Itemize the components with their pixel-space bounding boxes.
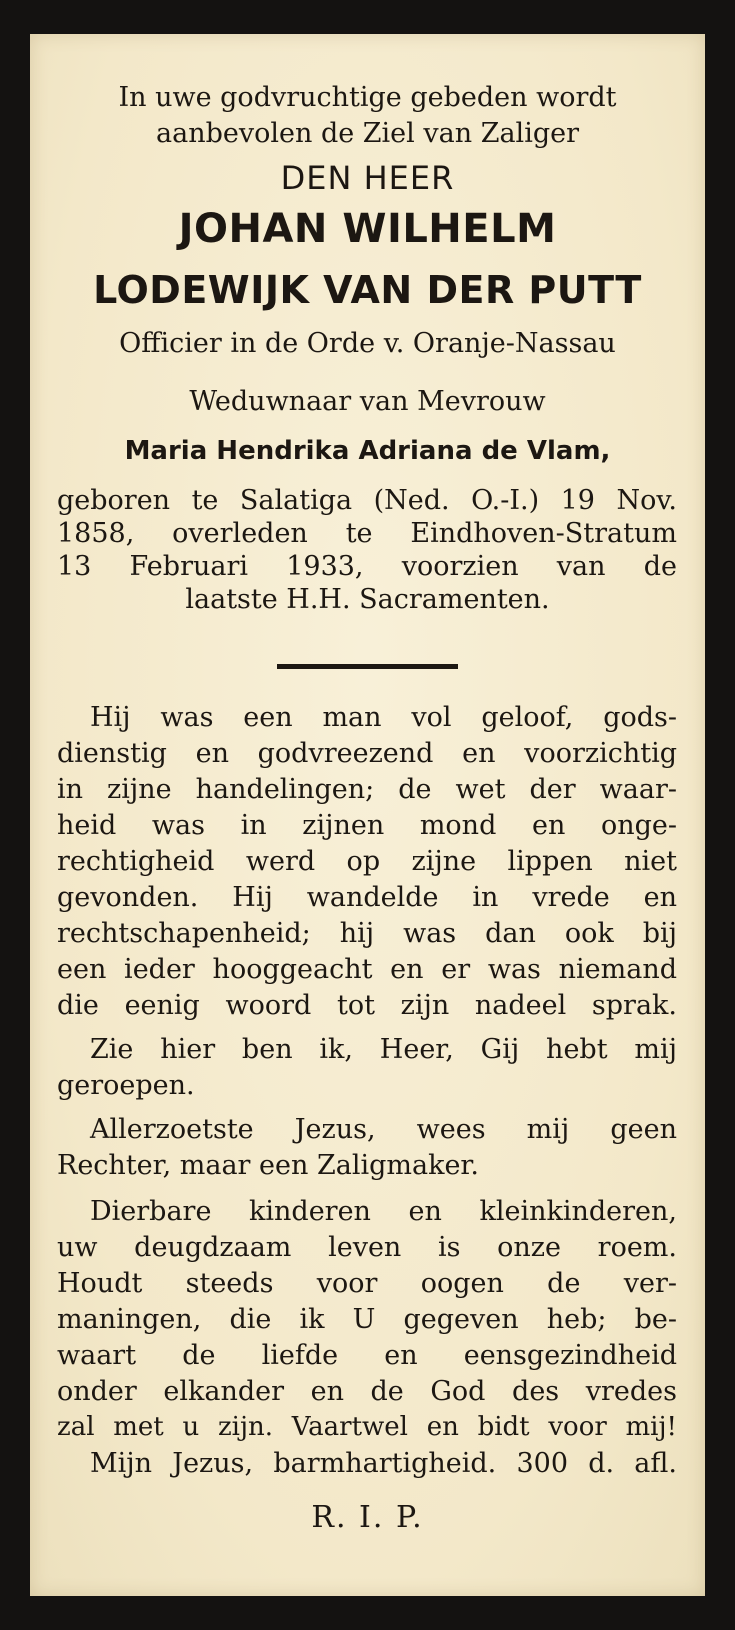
- rip-closing: R. I. P.: [311, 1500, 424, 1535]
- body-line: een ieder hooggeacht en er was niemand: [57, 954, 677, 985]
- title-den-heer: DEN HEER: [280, 159, 455, 197]
- body-line: onder elkander en de God des vredes: [57, 1376, 677, 1407]
- body-line: waart de liefde en eensgezindheid: [57, 1340, 677, 1371]
- body-line: zal met u zijn. Vaartwel en bidt voor mij!: [57, 1412, 677, 1442]
- indulgence-line: Mijn Jezus, barmhartigheid. 300 d. afl.: [90, 1448, 677, 1479]
- memorial-card: [30, 34, 705, 1596]
- body-line: Dierbare kinderen en kleinkinderen,: [90, 1196, 677, 1227]
- intro-line-2: aanbevolen de Ziel van Zaliger: [156, 118, 579, 149]
- body-line: dienstig en godvreezend en voorzichtig: [57, 738, 677, 769]
- body-line: Hij was een man vol geloof, gods-: [90, 702, 677, 733]
- life-line-3: 13 Februari 1933, voorzien van de: [57, 551, 677, 582]
- widower-line: Weduwnaar van Mevrouw: [189, 386, 546, 417]
- body-line: die eenig woord tot zijn nadeel sprak.: [57, 990, 677, 1021]
- divider-rule: [277, 664, 458, 669]
- body-line: Allerzoetste Jezus, wees mij geen: [90, 1114, 677, 1145]
- body-line: rechtigheid werd op zijne lippen niet: [57, 846, 677, 877]
- life-line-1: geboren te Salatiga (Ned. O.-I.) 19 Nov.: [57, 485, 677, 516]
- intro-line-1: In uwe godvruchtige gebeden wordt: [118, 82, 617, 113]
- body-line: maningen, die ik U gegeven heb; be-: [57, 1304, 677, 1335]
- body-line: Houdt steeds voor oogen de ver-: [57, 1268, 677, 1299]
- body-line: in zijne handelingen; de wet der waar-: [57, 774, 677, 805]
- body-line: gevonden. Hij wandelde in vrede en: [57, 882, 677, 913]
- body-line: uw deugdzaam leven is onze roem.: [57, 1232, 677, 1263]
- body-line: rechtschapenheid; hij was dan ook bij: [57, 918, 677, 949]
- life-line-4: laatste H.H. Sacramenten.: [185, 584, 550, 615]
- body-line: Rechter, maar een Zaligmaker.: [57, 1150, 479, 1181]
- body-line: Zie hier ben ik, Heer, Gij hebt mij: [90, 1034, 677, 1065]
- body-line: heid was in zijnen mond en onge-: [57, 810, 677, 841]
- life-line-2: 1858, overleden te Eindhoven-Stratum: [57, 518, 677, 549]
- name-line-1: JOHAN WILHELM: [178, 206, 557, 252]
- name-line-2: LODEWIJK VAN DER PUTT: [93, 268, 642, 312]
- honour-line: Officier in de Orde v. Oranje-Nassau: [119, 328, 616, 359]
- wife-name: Maria Hendrika Adriana de Vlam,: [124, 436, 611, 466]
- body-line: geroepen.: [57, 1070, 195, 1101]
